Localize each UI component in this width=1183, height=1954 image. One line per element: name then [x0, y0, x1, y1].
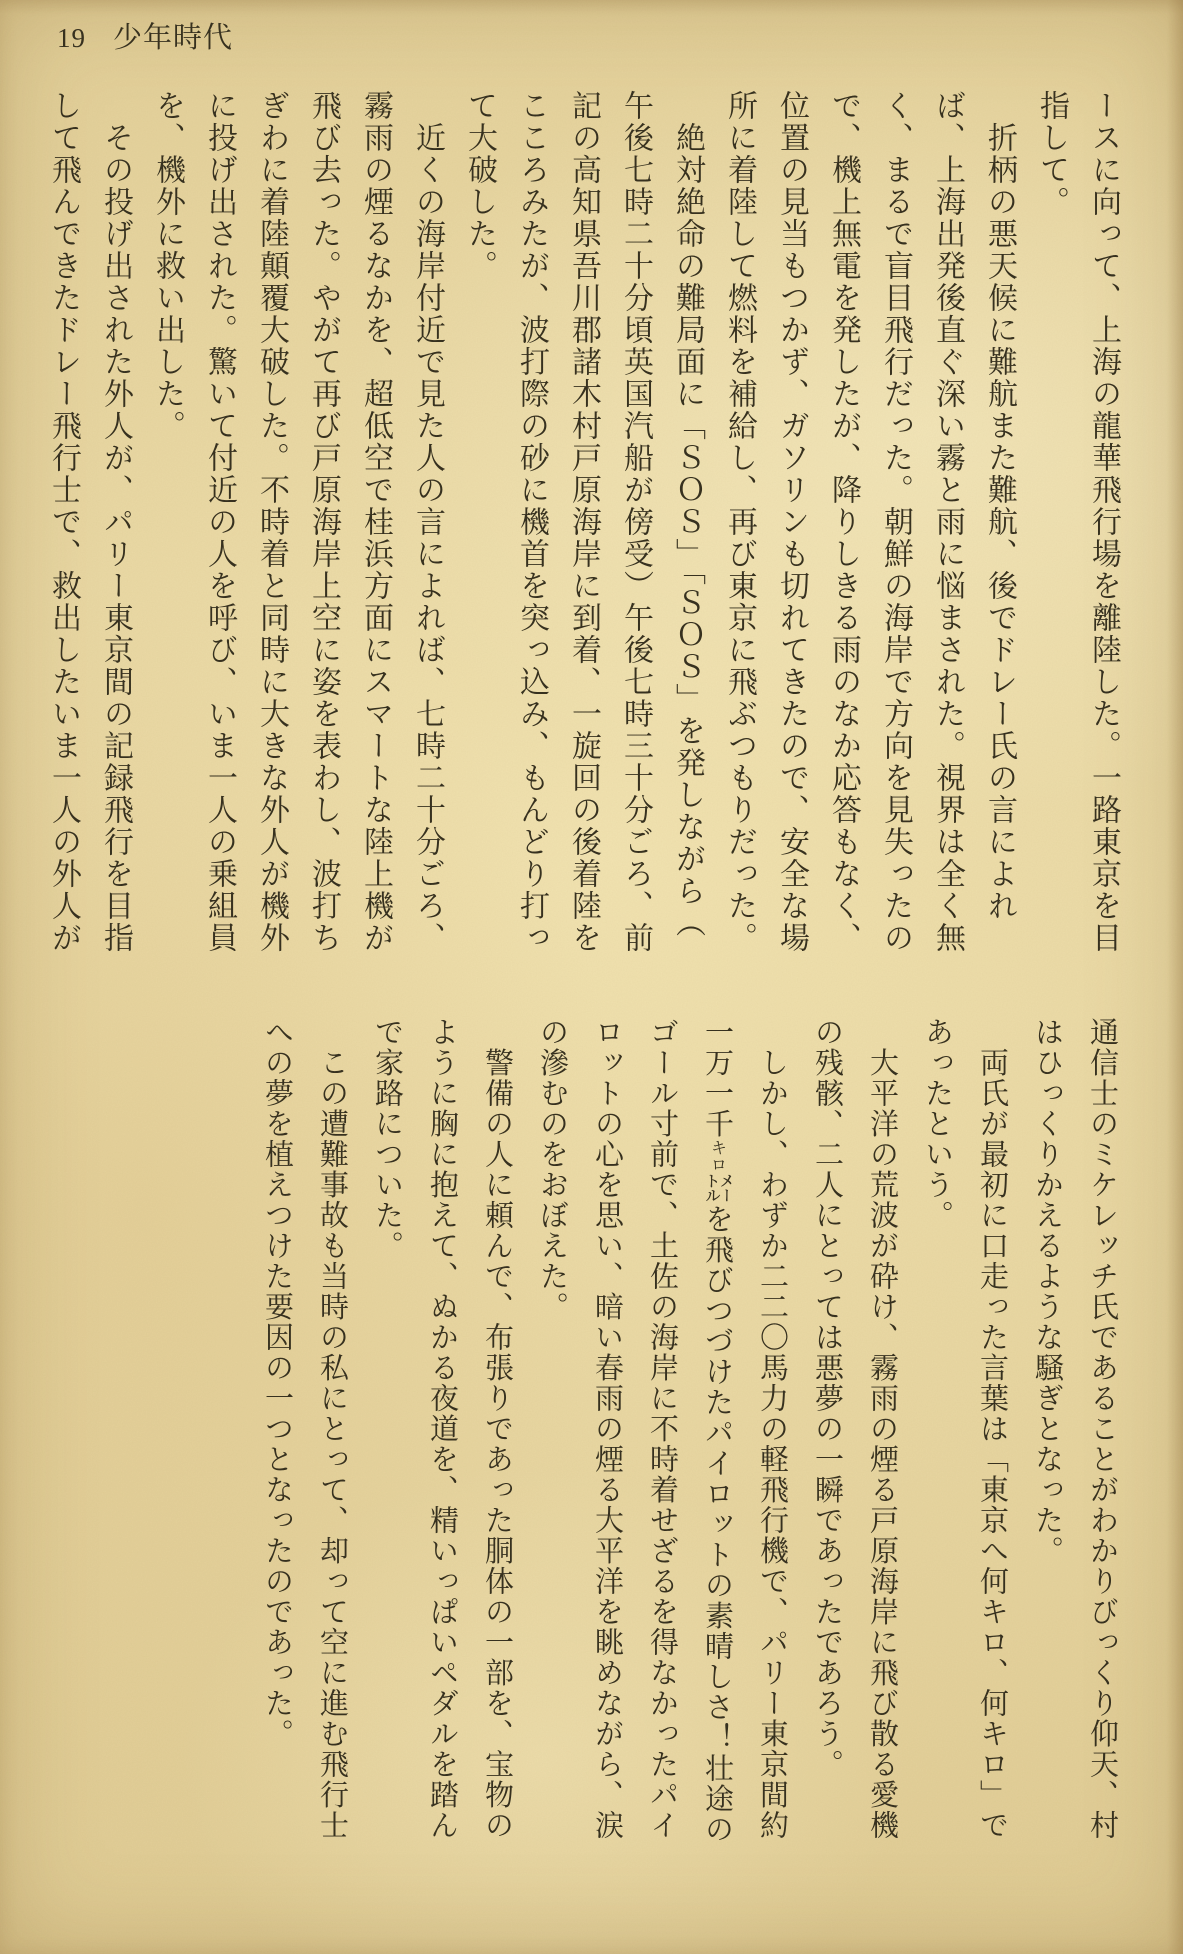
text-column: ースに向って、上海の龍華飛行場を離陸した。一路東京を目 — [1087, 90, 1120, 954]
text-column: ぎわに着陸顛覆大破した。不時着と同時に大きな外人が機外 — [255, 90, 288, 954]
text-column: 所に着陸して燃料を補給し、再び東京に飛ぶつもりだった。 — [723, 90, 756, 954]
text-column: に投げ出された。驚いて付近の人を呼び、いま一人の乗組員 — [203, 90, 236, 954]
text-column: 飛び去った。やがて再び戸原海岸上空に姿を表わし、波打ち — [307, 90, 340, 954]
text-column: して飛んできたドレー飛行士で、救出したいま一人の外人が — [47, 90, 80, 954]
text-column: 大平洋の荒波が砕け、霧雨の煙る戸原海岸に飛び散る愛機 — [866, 1017, 898, 1841]
text-column: て大破した。 — [463, 90, 496, 282]
text-column: 近くの海岸付近で見た人の言によれば、七時二十分ごろ、 — [411, 90, 444, 954]
text-column: 警備の人に頼んで、布張りであった胴体の一部を、宝物の — [481, 1017, 513, 1841]
text-column: 絶対絶命の難局面に「ＳＯＳ」「ＳＯＳ」を発しながら（ — [671, 90, 704, 939]
text-column: 折柄の悪天候に難航また難航、後でドレー氏の言によれ — [983, 90, 1016, 922]
page-number: 19 — [57, 23, 86, 53]
text-column: の滲むのをおぼえた。 — [536, 1017, 568, 1322]
text-column: 両氏が最初に口走った言葉は「東京へ何キロ、何キロ」で — [976, 1017, 1008, 1841]
text-column: あったという。 — [921, 1017, 953, 1231]
text-column: ように胸に抱えて、ぬかる夜道を、精いっぱいペダルを踏ん — [426, 1017, 458, 1841]
text-column: ゴール寸前で、土佐の海岸に不時着せざるを得なかったパイ — [646, 1017, 678, 1841]
text-column: はひっくりかえるような騒ぎとなった。 — [1031, 1017, 1063, 1566]
text-column: ロットの心を思い、暗い春雨の煙る大平洋を眺めながら、涙 — [591, 1017, 623, 1841]
small-inline-unit: キロ — [708, 1139, 726, 1174]
text-column: く、まるで盲目飛行だった。朝鮮の海岸で方向を見失ったの — [879, 90, 912, 954]
text-column — [689, 1017, 744, 1853]
text-column: その投げ出された外人が、パリー東京間の記録飛行を目指 — [99, 90, 132, 954]
page-title: 少年時代 — [113, 22, 234, 54]
text-column: で家路についた。 — [371, 1017, 403, 1261]
text-block-upper — [37, 90, 1129, 962]
text-column: 霧雨の煙るなかを、超低空で桂浜方面にスマートな陸上機が — [359, 90, 392, 954]
text-column: しかし、わずか二二〇馬力の軽飛行機で、パリー東京間約 — [756, 1017, 788, 1841]
text-column: への夢を植えつけた要因の一つとなったのであった。 — [261, 1017, 293, 1749]
text-column: の残骸、二人にとっては悪夢の一瞬であったであろう。 — [811, 1017, 843, 1780]
text-column: ば、上海出発後直ぐ深い霧と雨に悩まされた。視界は全く無 — [931, 90, 964, 954]
text-column: で、機上無電を発したが、降りしきる雨のなか応答もなく、 — [827, 90, 860, 954]
text-column: 指して。 — [1035, 90, 1068, 218]
text-column: こころみたが、波打際の砂に機首を突っ込み、もんどり打っ — [515, 90, 548, 954]
text-block-lower — [249, 1017, 1129, 1853]
text-column: 位置の見当もつかず、ガソリンも切れてきたので、安全な場 — [775, 90, 808, 954]
text-column: 記の高知県吾川郡諸木村戸原海岸に到着、一旋回の後着陸を — [567, 90, 600, 954]
text-column: 通信士のミケレッチ氏であることがわかりびっくり仰天、村 — [1086, 1017, 1118, 1841]
text-segment: ㍍を飛びつづけたパイロットの素晴しさ！壮途の — [701, 1173, 733, 1845]
text-segment: 一万一千 — [701, 1017, 733, 1139]
text-column: を、機外に救い出した。 — [151, 90, 184, 442]
text-column: この遭難事故も当時の私にとって、却って空に進む飛行士 — [316, 1017, 348, 1841]
text-column: 午後七時二十分頃英国汽船が傍受）午後七時三十分ごろ、前 — [619, 90, 652, 954]
running-head — [57, 22, 233, 54]
